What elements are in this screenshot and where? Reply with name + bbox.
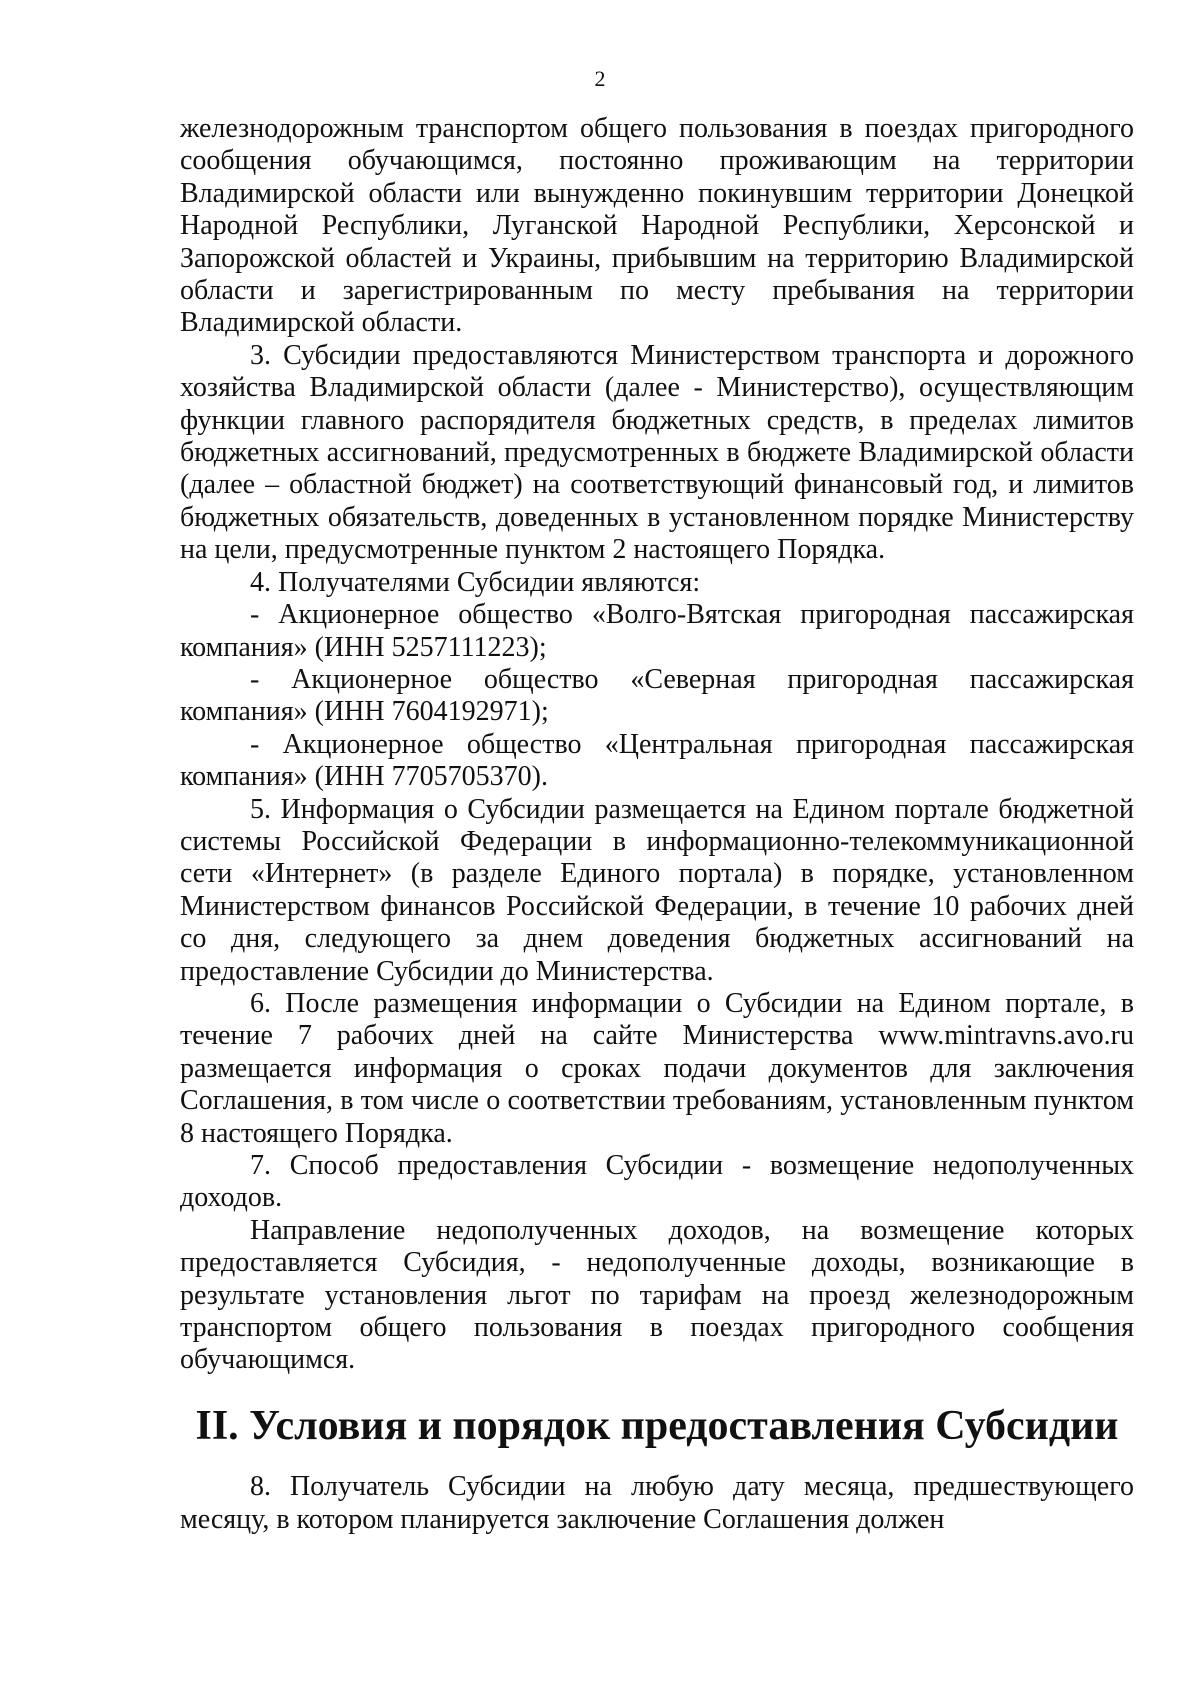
paragraph-5-information: 5. Информация о Субсидии размещается на Едином портале бюджетной системы Российской Федерации в информационно-телекоммуникационной сети «Интернет» (в разделе Единого портала) в порядке, установленном Министерством финансов Российской Федерации, в течение 10 рабочих дней со дня, следующего за днем доведения бюджетных ассигнований на предоставление Субсидии до Министерства. xyxy=(180,793,1134,987)
paragraph-7-direction: Направление недополученных доходов, на возмещение которых предоставляется Субсидия, - недополученные доходы, возникающие в результате установления льгот по тарифам на проезд железнодорожным транспортом общего пользования в поездах пригородного сообщения обучающимся. xyxy=(180,1214,1134,1376)
list-item-recipient: - Акционерное общество «Волго-Вятская пригородная пассажирская компания» (ИНН 5257111223); xyxy=(180,599,1134,663)
section-heading: II. Условия и порядок предоставления Субсидии xyxy=(195,1402,1119,1449)
document-body xyxy=(180,113,1134,1536)
paragraph-7-method: 7. Способ предоставления Субсидии - возмещение недополученных доходов. xyxy=(180,1150,1134,1214)
paragraph-6-publication: 6. После размещения информации о Субсидии на Едином портале, в течение 7 рабочих дней на сайте Министерства www.mintravns.avo.ru размещается информация о сроках подачи документов для заключения Соглашения, в том числе о соответствии требованиям, установленным пунктом 8 настоящего Порядка. xyxy=(180,987,1134,1149)
list-item-recipient: - Акционерное общество «Центральная пригородная пассажирская компания» (ИНН 7705705370). xyxy=(180,728,1134,793)
page-number: 2 xyxy=(594,66,606,91)
list-item-recipient: - Акционерное общество «Северная пригородная пассажирская компания» (ИНН 7604192971); xyxy=(180,663,1134,728)
paragraph-4-recipients: 4. Получателями Субсидии являются: xyxy=(250,566,701,598)
paragraph-3-subsidy-provider: 3. Субсидии предоставляются Министерством транспорта и дорожного хозяйства Владимирской области (далее - Министерство), осуществляющим функции главного распорядителя бюджетных средств, в пределах лимитов бюджетных ассигнований, предусмотренных в бюджете Владимирской области (далее – областной бюджет) на соответствующий финансовый год, и лимитов бюджетных обязательств, доведенных в установленном порядке Министерству на цели, предусмотренные пунктом 2 настоящего Порядка. xyxy=(180,339,1134,566)
paragraph-intro-continuation: железнодорожным транспортом общего пользования в поездах пригородного сообщения обучающимся, постоянно проживающим на территории Владимирской области или вынужденно покинувшим территории Донецкой Народной Республики, Луганской Народной Республики, Херсонской и Запорожской областей и Украины, прибывшим на территорию Владимирской области и зарегистрированным по месту пребывания на территории Владимирской области. xyxy=(180,113,1134,339)
paragraph-8-conditions: 8. Получатель Субсидии на любую дату месяца, предшествующего месяцу, в котором планируется заключение Соглашения должен xyxy=(180,1471,1134,1535)
